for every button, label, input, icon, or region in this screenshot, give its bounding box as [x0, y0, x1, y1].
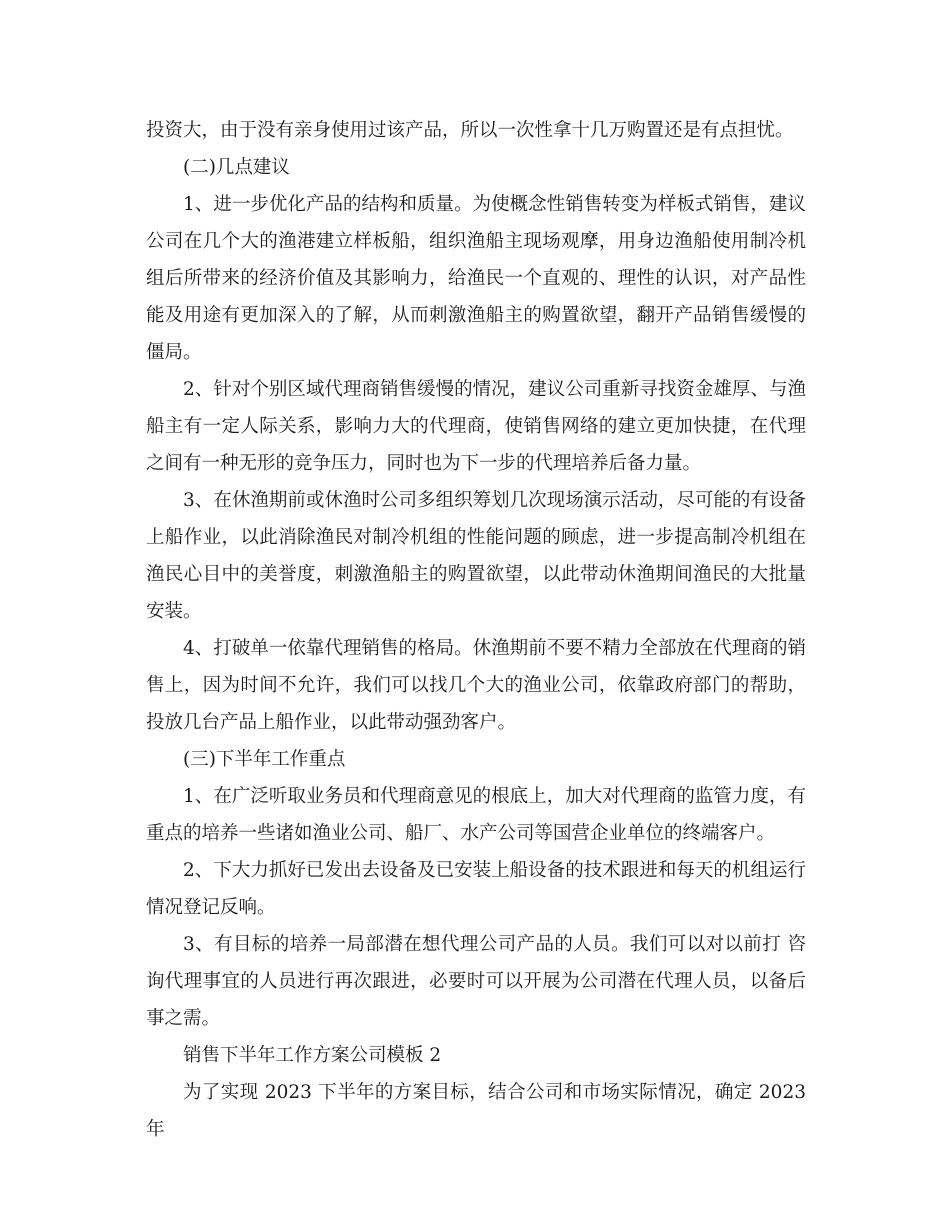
- suggestion-item-4: 4、打破单一依靠代理销售的格局。休渔期前不要不精力全部放在代理商的销售上，因为时间不允许，我们可以找几个大的渔业公司，依靠政府部门的帮助，投放几台产品上船作业，以此带动强劲客户。: [146, 638, 806, 733]
- section-heading-focus: (三)下半年工作重点: [183, 749, 346, 770]
- intro-paragraph: 为了实现 2023 下半年的方案目标，结合公司和市场实际情况，确定 2023 年: [146, 1082, 806, 1140]
- paragraph-continuation: 投资大，由于没有亲身使用过该产品，所以一次性拿十几万购置还是有点担忧。: [146, 120, 794, 141]
- suggestion-item-3: 3、在休渔期前或休渔时公司多组织筹划几次现场演示活动，尽可能的有设备上船作业，以此消除渔民对制冷机组的性能问题的顾虑，进一步提高制冷机组在渔民心目中的美誉度，刺激渔船主的购置欲望，以此带动休渔期间渔民的大批量安装。: [146, 490, 806, 622]
- document-body: [146, 112, 806, 1148]
- suggestion-item-2: 2、针对个别区域代理商销售缓慢的情况，建议公司重新寻找资金雄厚、与渔船主有一定人际关系，影响力大的代理商，使销售网络的建立更加快捷，在代理之间有一种无形的竞争压力，同时也为下一步的代理培养后备力量。: [146, 379, 806, 474]
- focus-item-1: 1、在广泛听取业务员和代理商意见的根底上，加大对代理商的监管力度，有重点的培养一些诸如渔业公司、船厂、水产公司等国营企业单位的终端客户。: [146, 786, 806, 844]
- template-title: 销售下半年工作方案公司模板 2: [183, 1045, 442, 1066]
- focus-item-2: 2、下大力抓好已发出去设备及已安装上船设备的技术跟进和每天的机组运行情况登记反响。: [146, 860, 806, 918]
- suggestion-item-1: 1、进一步优化产品的结构和质量。为使概念性销售转变为样板式销售，建议公司在几个大的渔港建立样板船，组织渔船主现场观摩，用身边渔船使用制冷机组后所带来的经济价值及其影响力，给渔民一个直观的、理性的认识，对产品性能及用途有更加深入的了解，从而刺激渔船主的购置欲望，翻开产品销售缓慢的僵局。: [146, 194, 806, 363]
- focus-item-3: 3、有目标的培养一局部潜在想代理公司产品的人员。我们可以对以前打 咨询代理事宜的人员进行再次跟进，必要时可以开展为公司潜在代理人员，以备后事之需。: [146, 934, 806, 1029]
- section-heading-suggestions: (二)几点建议: [183, 157, 290, 178]
